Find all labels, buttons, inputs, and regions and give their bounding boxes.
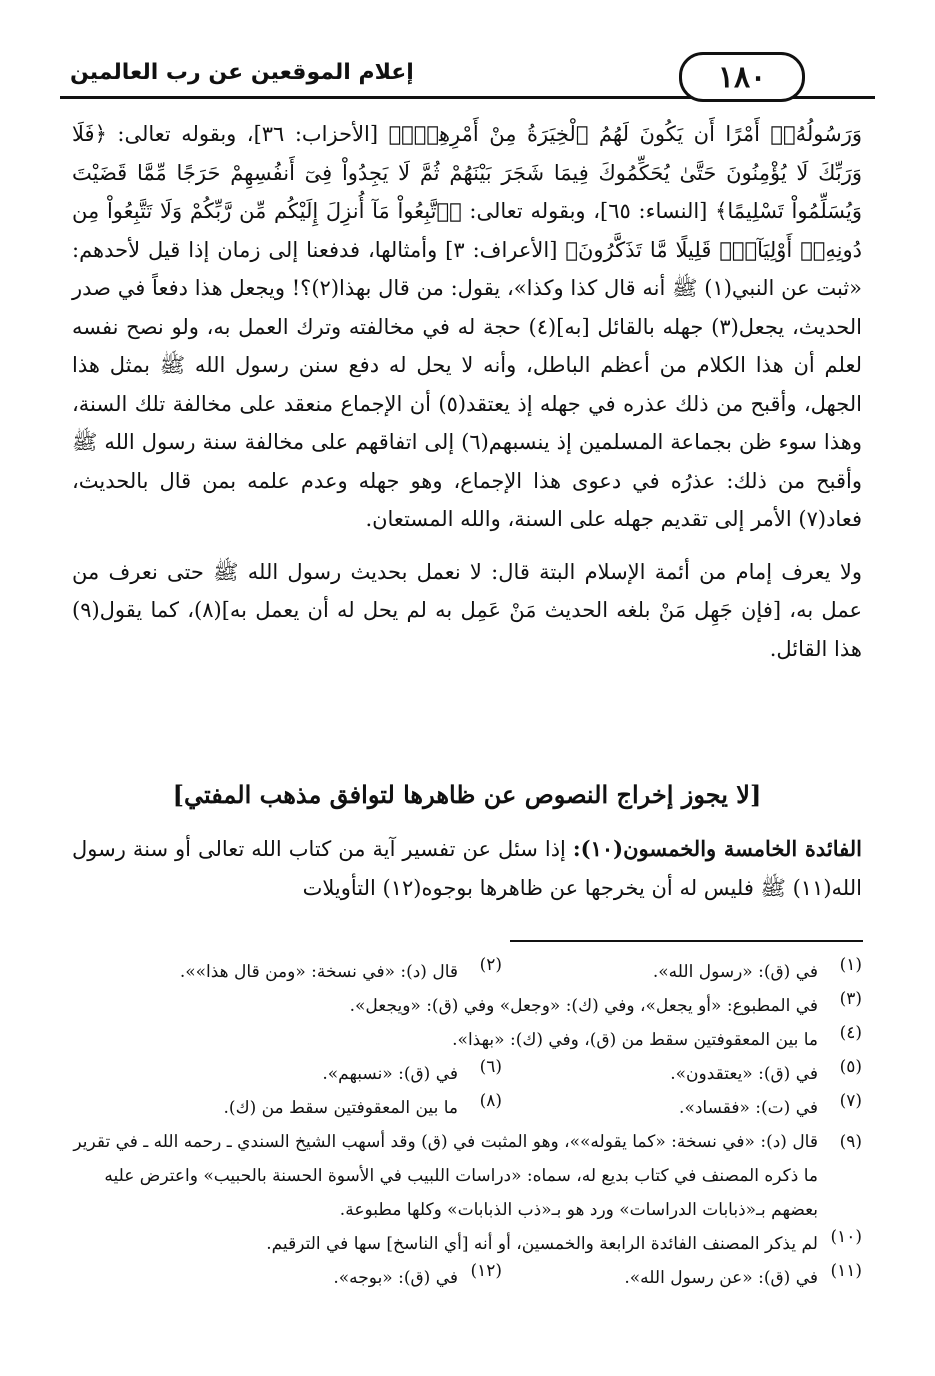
footnote-number: (١) (839, 955, 862, 975)
footnote-number: (٨) (479, 1091, 502, 1111)
footnote-row (72, 955, 862, 989)
footnote-text: في (ت): «فقساد». (679, 1098, 818, 1118)
footnote-text: في (ق): «رسول الله». (652, 962, 818, 982)
footnote-text: ما بين المعقوفتين سقط من (ق)، وفي (ك): «بهذا». (452, 1030, 818, 1050)
main-text (72, 115, 862, 668)
footnote-number: (٦) (479, 1057, 502, 1077)
footnote-number: (٣) (839, 989, 862, 1009)
footnote-text: في (ق): «عن رسول الله». (624, 1268, 818, 1288)
footnote-number: (٥) (839, 1057, 862, 1077)
paragraph-1: وَرَسُولُهُۥٓ أَمْرًا أَن يَكُونَ لَهُمُ ٱلْخِيَرَةُ مِنْ أَمْرِهِمْۗ﴾ [الأحزاب: ٣٦]، وبقوله تعالى: ﴿فَلَا وَرَبِّكَ لَا يُؤْمِنُونَ حَتَّىٰ يُحَكِّمُوكَ فِيمَا شَجَرَ بَيْنَهُمْ ثُمَّ لَا يَجِدُواْ فِىٓ أَنفُسِهِمْ حَرَجًا مِّمَّا قَضَيْتَ وَيُسَلِّمُواْ تَسْلِيمًا﴾ [النساء: ٦٥]، وبقوله تعالى: ﴿ٱتَّبِعُواْ مَآ أُنزِلَ إِلَيْكُم مِّن رَّبِّكُمْ وَلَا تَتَّبِعُواْ مِن دُونِهِۦٓ أَوْلِيَآءَۗ قَلِيلًا مَّا تَذَكَّرُونَ﴾ [الأعراف: ٣] وأمثالها، فدفعنا إلى زمان إذا قيل لأحدهم: «ثبت عن النبي(١) ﷺ أنه قال كذا وكذا»، يقول: من قال بهذا(٢)؟! ويجعل هذا دفعاً في صدر الحديث، يجعل(٣) جهله بالقائل [به](٤) حجة له في مخالفته وترك العمل به، ولو نصح نفسه لعلم أن هذا الكلام من أعظم الباطل، وأنه لا يحل له دفع سنن رسول الله ﷺ بمثل هذا الجهل، وأقبح من ذلك عذره في جهله إذ يعتقد(٥) أن الإجماع منعقد على مخالفة تلك السنة، وهذا سوء ظن بجماعة المسلمين إذ ينسبهم(٦) إلى اتفاقهم على مخالفة سنة رسول الله ﷺ وأقبح من ذلك: عذرُه في دعوى هذا الإجماع، وهو جهله وعدم علمه بمن قال بالحديث، فعاد(٧) الأمر إلى تقديم جهله على السنة، والله المستعان. (72, 122, 863, 531)
section-heading: [لا يجوز إخراج النصوص عن ظاهرها لتوافق مذهب المفتي] (172, 780, 762, 809)
footnote-row (72, 1125, 862, 1227)
footnote-row (72, 1057, 862, 1091)
running-title: إعلام الموقعين عن رب العالمين (70, 60, 414, 85)
footnote-text: في (ق): «نسبهم». (322, 1064, 458, 1084)
footnote-row (72, 1261, 862, 1295)
page-number: ١٨٠ (717, 59, 767, 95)
section-lead: الفائدة الخامسة والخمسون(١٠): (572, 836, 863, 861)
footnote-row (72, 1023, 862, 1057)
footnote-text: لم يذكر المصنف الفائدة الرابعة والخمسين، أو أنه [أي الناسخ] سها في الترقيم. (266, 1234, 818, 1254)
section-text (72, 830, 862, 907)
footnote-row (72, 1227, 862, 1261)
footnote-number: (٩) (839, 1132, 862, 1152)
footnote-number: (١٢) (470, 1261, 502, 1281)
footnote-row (72, 1091, 862, 1125)
footnote-text: في (ق): «يعتقدون». (670, 1064, 818, 1084)
footnote-number: (٧) (839, 1091, 862, 1111)
footnote-text: قال (د): «في نسخة: «كما يقوله»»، وهو المثبت في (ق) وقد أسهب الشيخ السندي ـ رحمه الله ـ في تقرير ما ذكره المصنف في كتاب بديع له، سماه: «دراسات اللبيب في الأسوة الحسنة بالحبيب» واعترض عليه بعضهم بـ«ذبابات الدراسات» ورد هو بـ«ذب الذبابات» وكلها مطبوعة. (73, 1132, 818, 1220)
section-body: إذا سئل عن تفسير آية من كتاب الله تعالى أو سنة رسول الله(١١) ﷺ فليس له أن يخرجها عن ظاهرها بوجوه(١٢) التأويلات (72, 837, 862, 900)
footnote-text: في المطبوع: «أو يجعل»، وفي (ك): «وجعل» وفي (ق): «ويجعل». (349, 996, 818, 1016)
footnote-text: في (ق): «بوجه». (333, 1268, 458, 1288)
footnote-text: ما بين المعقوفتين سقط من (ك). (223, 1098, 458, 1118)
paragraph-2: ولا يعرف إمام من أئمة الإسلام البتة قال: لا نعمل بحديث رسول الله ﷺ حتى نعرف من عمل به، [فإن جَهِل مَنْ بلغه الحديث مَنْ عَمِل به لم يحل له أن يعمل به](٨)، كما يقول(٩) هذا القائل. (72, 559, 862, 661)
footnote-text: قال (د): «في نسخة: «ومن قال هذا»». (179, 962, 458, 982)
footnote-row (72, 989, 862, 1023)
footnote-number: (٤) (839, 1023, 862, 1043)
footnote-number: (١١) (830, 1261, 862, 1281)
footnotes (72, 955, 862, 1295)
page-header (60, 52, 875, 102)
footnote-divider (510, 940, 863, 942)
footnote-number: (١٠) (830, 1227, 862, 1247)
page-number-frame (679, 52, 805, 102)
footnote-number: (٢) (479, 955, 502, 975)
